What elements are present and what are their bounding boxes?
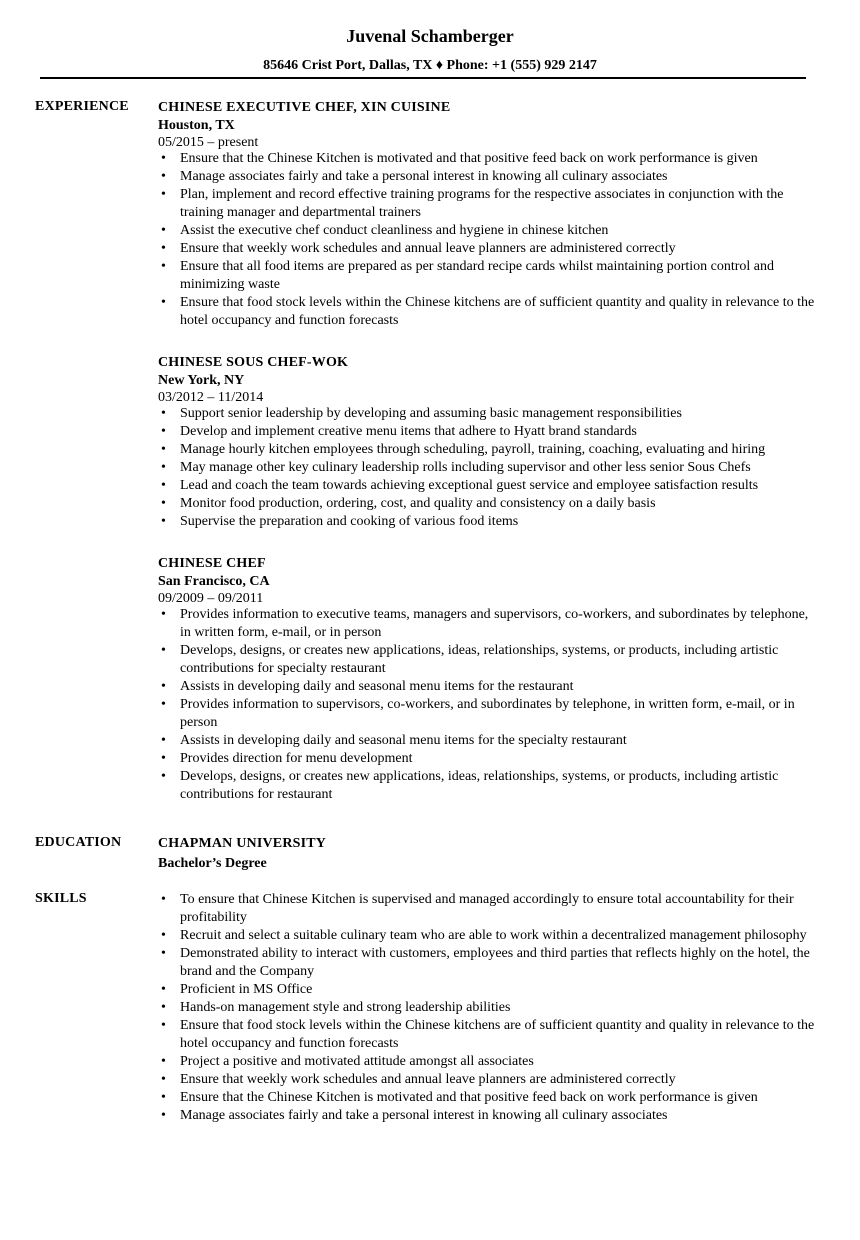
skills-body [158, 891, 818, 1125]
job-duties [158, 150, 818, 330]
bullet-icon: • [161, 295, 166, 310]
bullet-icon: • [161, 697, 166, 712]
bullet-icon: • [161, 643, 166, 658]
list-item: • Ensure that the Chinese Kitchen is motivated and that positive feed back on work performance is given [161, 1090, 758, 1105]
bullet-icon: • [161, 259, 166, 274]
job-dates: 05/2015 – present [158, 135, 259, 150]
bullet-icon: • [161, 751, 166, 766]
list-item: • Ensure that weekly work schedules and annual leave planners are administered correctly [161, 1072, 676, 1087]
bullet-icon: • [161, 892, 166, 907]
bullet-icon: • [161, 1090, 166, 1105]
list-item: • Manage associates fairly and take a personal interest in knowing all culinary associates [161, 169, 668, 184]
contact-line: 85646 Crist Port, Dallas, TX ♦ Phone: +1 (555) 929 2147 [263, 58, 597, 73]
skills-list [158, 891, 818, 1125]
job-title: CHINESE EXECUTIVE CHEF, XIN CUISINE [158, 100, 451, 115]
list-item: • Demonstrated ability to interact with customers, employees and third parties that reflects highly on the hotel, the brand and the Company [161, 946, 810, 979]
list-item: • Project a positive and motivated attitude amongst all associates [161, 1054, 534, 1069]
bullet-icon: • [161, 946, 166, 961]
list-item: • Assists in developing daily and seasonal menu items for the specialty restaurant [161, 733, 627, 748]
job-dates: 09/2009 – 09/2011 [158, 591, 264, 606]
bullet-icon: • [161, 1108, 166, 1123]
bullet-icon: • [161, 1000, 166, 1015]
list-item: • Support senior leadership by developing and assuming basic management responsibilities [161, 406, 682, 421]
job-title: CHINESE CHEF [158, 556, 266, 571]
bullet-icon: • [161, 223, 166, 238]
bullet-icon: • [161, 1072, 166, 1087]
list-item: • Ensure that all food items are prepared as per standard recipe cards whilst maintaining portion control and minimizing waste [161, 259, 775, 292]
list-item: • Ensure that food stock levels within the Chinese kitchens are of sufficient quantity and quality in relevance to the hotel occupancy and function forecasts [161, 295, 815, 328]
list-item: • May manage other key culinary leadership rolls including supervisor and other less senior Sous Chefs [161, 460, 751, 475]
bullet-icon: • [161, 928, 166, 943]
bullet-icon: • [161, 478, 166, 493]
list-item: • Ensure that weekly work schedules and annual leave planners are administered correctly [161, 241, 676, 256]
list-item: • Assists in developing daily and seasonal menu items for the restaurant [161, 679, 574, 694]
job-entry [158, 354, 818, 531]
bullet-icon: • [161, 733, 166, 748]
list-item: • Provides information to supervisors, co-workers, and subordinates by telephone, in written form, e-mail, or in person [161, 697, 795, 730]
list-item: • Ensure that the Chinese Kitchen is motivated and that positive feed back on work performance is given [161, 151, 758, 166]
job-duties [158, 606, 818, 804]
bullet-icon: • [161, 982, 166, 997]
experience-body [158, 99, 818, 804]
list-item: • Manage hourly kitchen employees through scheduling, payroll, training, coaching, evaluating and hiring [161, 442, 766, 457]
list-item: • Lead and coach the team towards achieving exceptional guest service and employee satisfaction results [161, 478, 759, 493]
list-item: • Provides direction for menu development [161, 751, 413, 766]
job-entry [158, 555, 818, 804]
skills-heading: SKILLS [35, 891, 87, 906]
list-item: • Recruit and select a suitable culinary team who are able to work within a decentralized management philosophy [161, 928, 807, 943]
bullet-icon: • [161, 607, 166, 622]
bullet-icon: • [161, 1018, 166, 1033]
list-item: • Manage associates fairly and take a personal interest in knowing all culinary associates [161, 1108, 668, 1123]
degree: Bachelor’s Degree [158, 856, 267, 871]
bullet-icon: • [161, 169, 166, 184]
list-item: • Plan, implement and record effective training programs for the respective associates in conjunction with the training manager and departmental trainers [161, 187, 784, 220]
job-title: CHINESE SOUS CHEF-WOK [158, 355, 349, 370]
education-body [158, 835, 818, 875]
job-dates: 03/2012 – 11/2014 [158, 390, 264, 405]
bullet-icon: • [161, 496, 166, 511]
list-item: • Supervise the preparation and cooking of various food items [161, 514, 519, 529]
job-entry [158, 99, 818, 330]
bullet-icon: • [161, 406, 166, 421]
list-item: • Monitor food production, ordering, cost, and quality and consistency on a daily basis [161, 496, 656, 511]
job-duties [158, 405, 818, 531]
bullet-icon: • [161, 514, 166, 529]
bullet-icon: • [161, 187, 166, 202]
bullet-icon: • [161, 679, 166, 694]
list-item: • Develop and implement creative menu items that adhere to Hyatt brand standards [161, 424, 637, 439]
candidate-name: Juvenal Schamberger [346, 26, 514, 46]
school-name: CHAPMAN UNIVERSITY [158, 836, 327, 851]
bullet-icon: • [161, 1054, 166, 1069]
list-item: • Provides information to executive teams, managers and supervisors, co-workers, and subordinates by telephone, in written form, e-mail, or in person [161, 607, 809, 640]
job-location: Houston, TX [158, 118, 235, 133]
list-item: • Assist the executive chef conduct cleanliness and hygiene in chinese kitchen [161, 223, 609, 238]
header-divider [40, 77, 806, 79]
job-location: New York, NY [158, 373, 245, 388]
list-item: • Develops, designs, or creates new applications, ideas, relationships, systems, or products, including artistic contributions for specialty restaurant [161, 643, 779, 676]
bullet-icon: • [161, 424, 166, 439]
bullet-icon: • [161, 460, 166, 475]
education-heading: EDUCATION [35, 835, 122, 850]
list-item: • To ensure that Chinese Kitchen is supervised and managed accordingly to ensure total accountability for their profitability [161, 892, 794, 925]
list-item: • Develops, designs, or creates new applications, ideas, relationships, systems, or products, including artistic contributions for restaurant [161, 769, 779, 802]
bullet-icon: • [161, 241, 166, 256]
bullet-icon: • [161, 769, 166, 784]
bullet-icon: • [161, 442, 166, 457]
list-item: • Hands-on management style and strong leadership abilities [161, 1000, 511, 1015]
list-item: • Proficient in MS Office [161, 982, 313, 997]
experience-heading: EXPERIENCE [35, 99, 129, 114]
job-location: San Francisco, CA [158, 574, 270, 589]
bullet-icon: • [161, 151, 166, 166]
list-item: • Ensure that food stock levels within the Chinese kitchens are of sufficient quantity and quality in relevance to the hotel occupancy and function forecasts [161, 1018, 815, 1051]
